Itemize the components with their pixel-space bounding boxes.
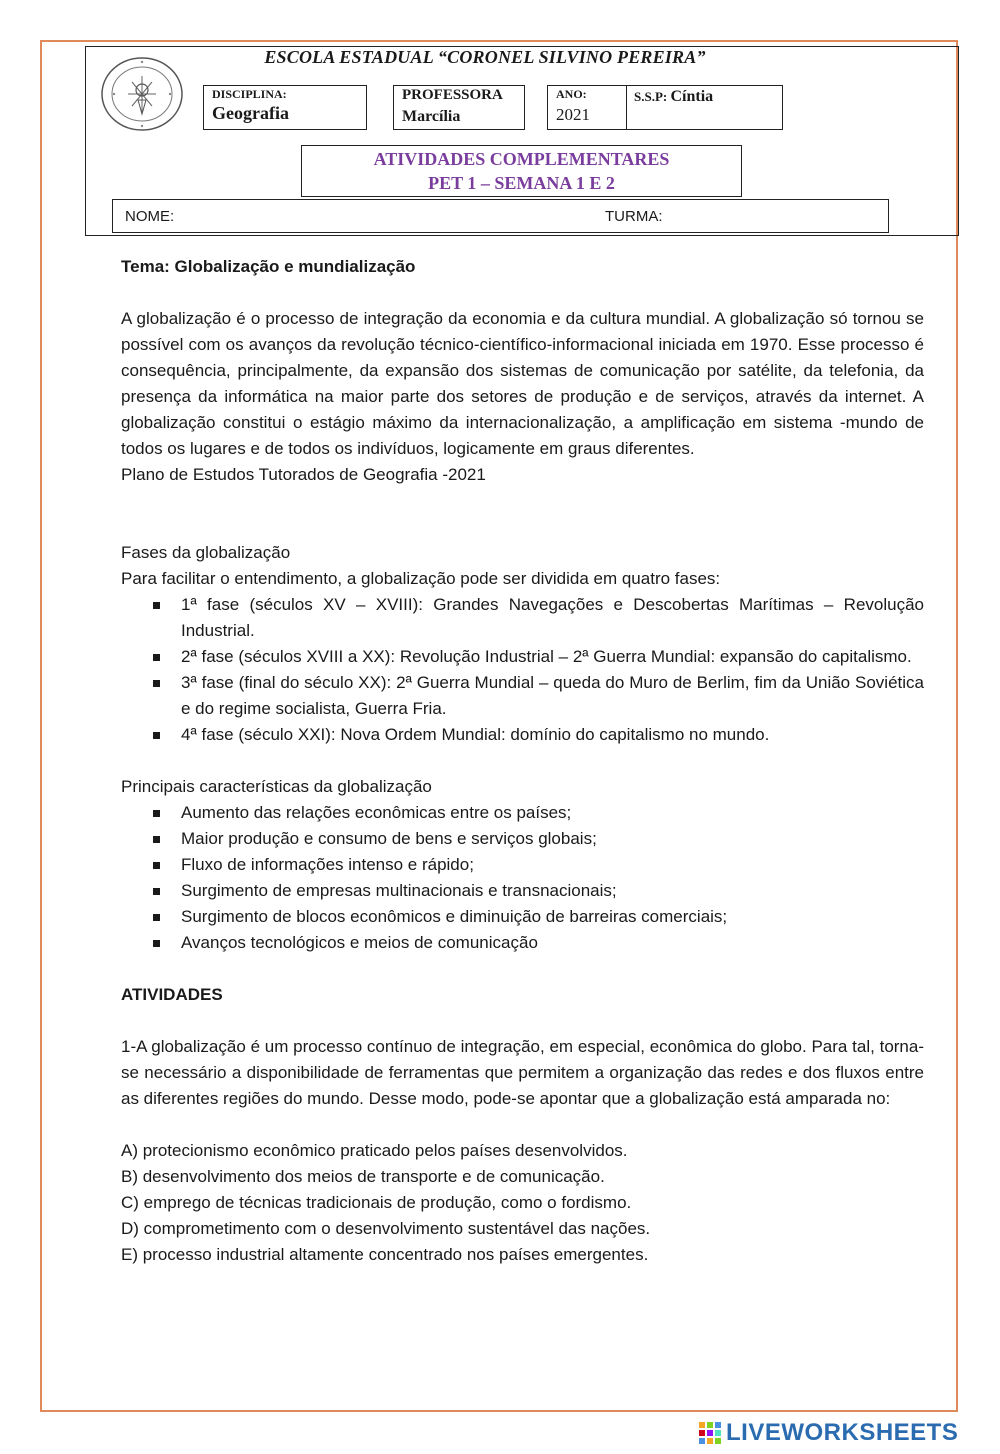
professora-label: PROFESSORA bbox=[402, 87, 503, 103]
school-name: ESCOLA ESTADUAL “CORONEL SILVINO PEREIRA” bbox=[264, 47, 706, 67]
ssp-value: Cíntia bbox=[670, 88, 714, 105]
intro-paragraph: A globalização é o processo de integração da economia e da cultura mundial. A globalização só tornou se possível com os avanços da revolução técnico-científico-informacional iniciada em 1970. Esse processo é consequência, principalmente, da expansão dos sistemas de comunicação por satélite, da telefonia, da presença da informática na maior parte dos setores de produção e de serviços, através da internet. A globalização constitui o estágio máximo da internacionalização, a amplificação em sistema -mundo de todos os lugares e de todos os indivíduos, logicamente em graus diferentes. bbox=[121, 309, 924, 458]
list-item: 3ª fase (final do século XX): 2ª Guerra Mundial – queda do Muro de Berlim, fim da União Soviética e do regime socialista, Guerra Fria. bbox=[121, 670, 924, 722]
professora-value: Marcília bbox=[402, 108, 461, 125]
activities-line-1: ATIVIDADES COMPLEMENTARES bbox=[373, 149, 670, 169]
disciplina-label: DISCIPLINA: bbox=[212, 87, 287, 101]
list-item: Surgimento de blocos econômicos e diminuição de barreiras comerciais; bbox=[121, 904, 924, 930]
option-e[interactable]: E) processo industrial altamente concentrado nos países emergentes. bbox=[121, 1245, 649, 1264]
ano-box bbox=[547, 85, 783, 130]
nome-label: NOME: bbox=[125, 208, 175, 225]
name-row bbox=[112, 199, 889, 233]
caracteristicas-title: Principais características da globalização bbox=[121, 777, 432, 796]
professora-box bbox=[393, 85, 525, 130]
ano-label: ANO: bbox=[556, 87, 587, 101]
question-1: 1-A globalização é um processo contínuo de integração, em especial, econômica do globo. Para tal, torna-se necessário a disponibilidade de ferramentas que permitem a organização das redes e dos fluxos entre as diferentes regiões do mundo. Desse modo, pode-se apontar que a globalização está amparada no: bbox=[121, 1037, 924, 1108]
list-item: 2ª fase (séculos XVIII a XX): Revolução Industrial – 2ª Guerra Mundial: expansão do capitalismo. bbox=[121, 644, 924, 670]
list-item: Maior produção e consumo de bens e serviços globais; bbox=[121, 826, 924, 852]
liveworksheets-logo[interactable] bbox=[698, 1420, 993, 1446]
source-citation: Plano de Estudos Tutorados de Geografia -2021 bbox=[121, 465, 486, 484]
list-item: Avanços tecnológicos e meios de comunicação bbox=[121, 930, 924, 956]
activities-title-box bbox=[301, 145, 742, 197]
option-b[interactable]: B) desenvolvimento dos meios de transporte e de comunicação. bbox=[121, 1167, 605, 1186]
content bbox=[121, 254, 924, 1268]
liveworksheets-icon bbox=[698, 1420, 724, 1446]
atividades-heading: ATIVIDADES bbox=[121, 985, 223, 1004]
school-seal-icon bbox=[100, 56, 184, 132]
ssp-label: S.S.P: bbox=[634, 89, 668, 104]
fases-list bbox=[121, 592, 924, 748]
option-d[interactable]: D) comprometimento com o desenvolvimento sustentável das nações. bbox=[121, 1219, 651, 1238]
ssp-field bbox=[634, 88, 713, 106]
list-item: Aumento das relações econômicas entre os países; bbox=[121, 800, 924, 826]
ano-divider bbox=[626, 86, 627, 129]
tema-heading: Tema: Globalização e mundialização bbox=[121, 257, 416, 276]
disciplina-value: Geografia bbox=[212, 103, 289, 123]
liveworksheets-text: LIVEWORKSHEETS bbox=[726, 1419, 959, 1446]
fases-title: Fases da globalização bbox=[121, 543, 291, 562]
option-a[interactable]: A) protecionismo econômico praticado pelos países desenvolvidos. bbox=[121, 1141, 628, 1160]
list-item: 1ª fase (séculos XV – XVIII): Grandes Navegações e Descobertas Marítimas – Revolução Industrial. bbox=[121, 592, 924, 644]
list-item: 4ª fase (século XXI): Nova Ordem Mundial: domínio do capitalismo no mundo. bbox=[121, 722, 924, 748]
activities-line-2: PET 1 – SEMANA 1 E 2 bbox=[428, 173, 615, 193]
fases-intro: Para facilitar o entendimento, a globalização pode ser dividida em quatro fases: bbox=[121, 569, 721, 588]
list-item: Surgimento de empresas multinacionais e transnacionais; bbox=[121, 878, 924, 904]
ano-value: 2021 bbox=[556, 105, 590, 124]
caracteristicas-list bbox=[121, 800, 924, 956]
turma-label: TURMA: bbox=[605, 208, 663, 225]
disciplina-box bbox=[203, 85, 367, 130]
list-item: Fluxo de informações intenso e rápido; bbox=[121, 852, 924, 878]
option-c[interactable]: C) emprego de técnicas tradicionais de produção, como o fordismo. bbox=[121, 1193, 632, 1212]
